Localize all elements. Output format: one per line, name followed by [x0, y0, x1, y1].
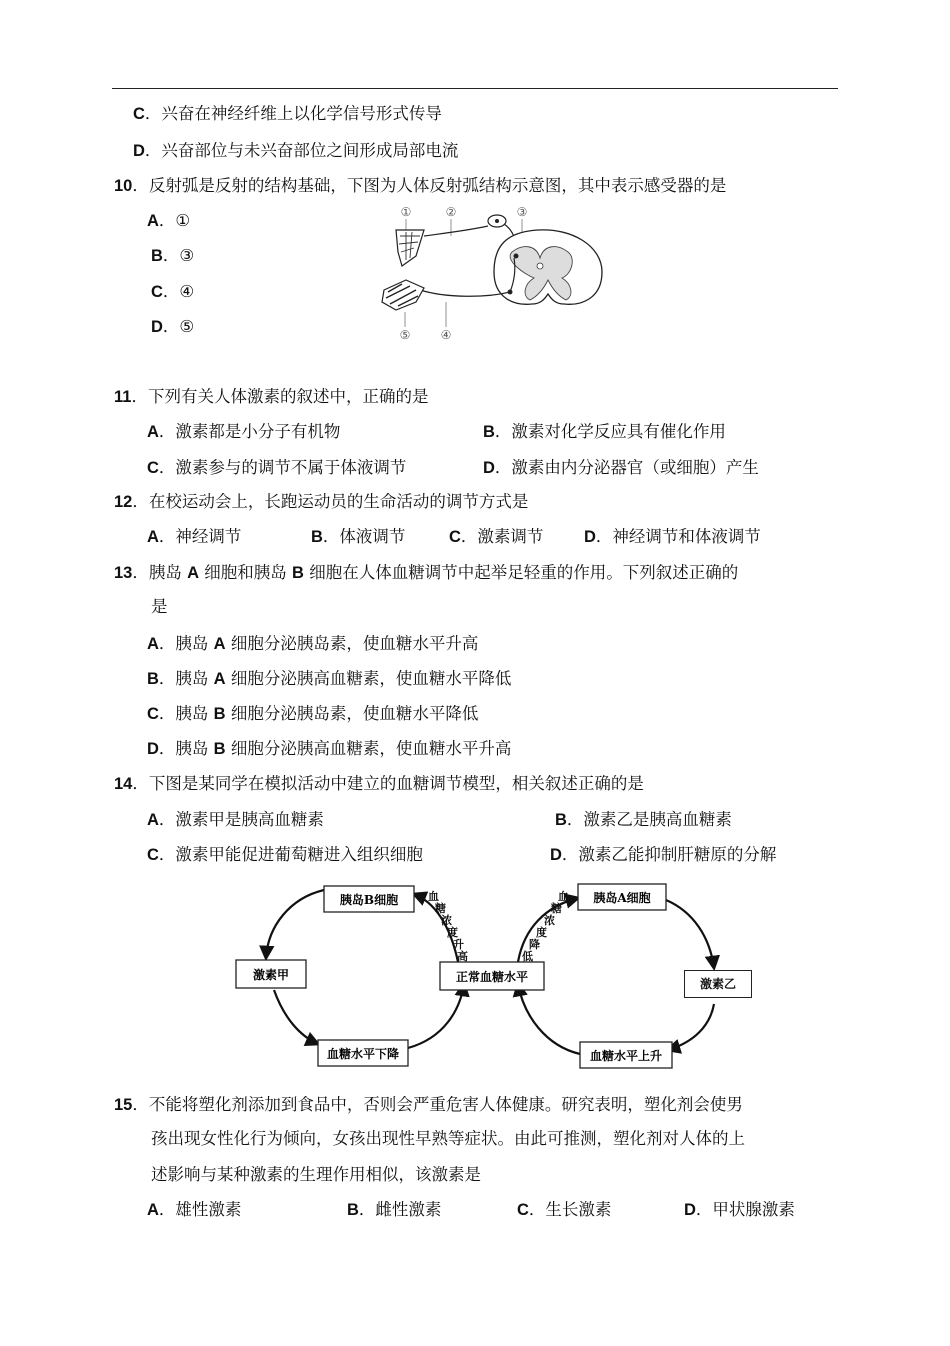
svg-text:血: 血 — [558, 890, 569, 903]
fig-label-5: ⑤ — [399, 328, 411, 342]
q12-option-c[interactable]: C．激素调节 — [449, 527, 544, 546]
q12-option-b[interactable]: B．体液调节 — [311, 527, 406, 546]
q11-option-c[interactable]: C．激素参与的调节不属于体液调节 — [147, 458, 407, 477]
q15-option-b[interactable]: B．雌性激素 — [347, 1200, 442, 1219]
q15-option-c[interactable]: C．生长激素 — [517, 1200, 612, 1219]
label-concentration-fall — [522, 889, 569, 963]
box-blood-sugar-down — [318, 1040, 408, 1066]
svg-text:胰岛A细胞: 胰岛A细胞 — [593, 891, 651, 905]
fig-label-3: ③ — [516, 205, 528, 219]
box-islet-b-cell — [324, 886, 414, 912]
fig-label-1: ① — [400, 205, 412, 219]
effector-muscle-shape — [382, 280, 424, 310]
svg-text:高: 高 — [457, 950, 468, 963]
arrow-bcell-to-jia — [266, 890, 324, 958]
q10-option-c[interactable]: C．④ — [151, 282, 195, 301]
svg-text:胰岛B细胞: 胰岛B细胞 — [339, 893, 399, 907]
svg-text:浓: 浓 — [544, 914, 555, 927]
arrow-up-to-normal — [518, 984, 580, 1054]
q13-stem: 13．胰岛 A 细胞和胰岛 B 细胞在人体血糖调节中起举足轻重的作用。下列叙述正确的 — [114, 563, 739, 582]
svg-text:血糖水平上升: 血糖水平上升 — [589, 1049, 663, 1063]
box-islet-a-cell — [578, 884, 666, 910]
box-blood-sugar-up — [580, 1042, 672, 1068]
svg-text:降: 降 — [529, 938, 540, 951]
q14-option-c[interactable]: C．激素甲能促进葡萄糖进入组织细胞 — [147, 845, 423, 864]
q15-option-d[interactable]: D．甲状腺激素 — [684, 1200, 795, 1219]
q10-option-b[interactable]: B．③ — [151, 246, 195, 265]
q11-option-a[interactable]: A．激素都是小分子有机物 — [147, 422, 341, 441]
q11-option-d[interactable]: D．激素由内分泌器官（或细胞）产生 — [483, 458, 759, 477]
fig-label-4: ④ — [440, 328, 452, 342]
svg-text:激素甲: 激素甲 — [252, 968, 290, 982]
svg-text:糖: 糖 — [551, 902, 562, 915]
fig-label-2: ② — [445, 205, 457, 219]
q12-option-d[interactable]: D．神经调节和体液调节 — [584, 527, 761, 546]
q14-option-a[interactable]: A．激素甲是胰高血糖素 — [147, 810, 324, 829]
svg-text:血: 血 — [428, 890, 439, 903]
q11-stem: 11．下列有关人体激素的叙述中，正确的是 — [114, 387, 429, 406]
q13-stem-line2: 是 — [151, 597, 168, 616]
svg-text:升: 升 — [453, 938, 464, 951]
q15-stem-line3: 述影响与某种激素的生理作用相似，该激素是 — [151, 1165, 481, 1184]
svg-text:低: 低 — [522, 950, 533, 963]
header-rule — [112, 88, 838, 89]
q13-option-c[interactable]: C．胰岛 B 细胞分泌胰岛素，使血糖水平降低 — [147, 704, 479, 723]
receptor-skin-shape — [396, 230, 424, 266]
q11-option-b[interactable]: B．激素对化学反应具有催化作用 — [483, 422, 726, 441]
q14-option-b[interactable]: B．激素乙是胰高血糖素 — [555, 810, 732, 829]
box-hormone-yi-label: 激素乙 — [684, 970, 752, 998]
q10-option-d[interactable]: D．⑤ — [151, 317, 195, 336]
arrow-jia-to-down — [274, 990, 318, 1044]
svg-text:血糖水平下降: 血糖水平下降 — [326, 1047, 400, 1061]
q14-option-d[interactable]: D．激素乙能抑制肝糖原的分解 — [550, 845, 777, 864]
q15-stem-line2: 孩出现女性化行为倾向，女孩出现性早熟等症状。由此可推测，塑化剂对人体的上 — [151, 1129, 745, 1148]
reflex-arc-figure — [376, 200, 604, 346]
svg-text:正常血糖水平: 正常血糖水平 — [455, 970, 529, 984]
box-hormone-jia — [236, 960, 306, 988]
q13-option-b[interactable]: B．胰岛 A 细胞分泌胰高血糖素，使血糖水平降低 — [147, 669, 512, 688]
q13-option-d[interactable]: D．胰岛 B 细胞分泌胰高血糖素，使血糖水平升高 — [147, 739, 512, 758]
spinal-cord-shape — [494, 230, 602, 304]
q15-option-a[interactable]: A．雄性激素 — [147, 1200, 242, 1219]
q10-stem: 10．反射弧是反射的结构基础，下图为人体反射弧结构示意图，其中表示感受器的是 — [114, 176, 727, 195]
q9-option-d[interactable]: D．兴奋部位与未兴奋部位之间形成局部电流 — [133, 141, 459, 160]
q14-stem: 14．下图是某同学在模拟活动中建立的血糖调节模型，相关叙述正确的是 — [114, 774, 644, 793]
q15-stem-line1: 15．不能将塑化剂添加到食品中，否则会严重危害人体健康。研究表明，塑化剂会使男 — [114, 1095, 743, 1114]
svg-text:浓: 浓 — [441, 914, 452, 927]
q10-option-a[interactable]: A．① — [147, 211, 191, 230]
q12-option-a[interactable]: A．神经调节 — [147, 527, 242, 546]
q9-option-c[interactable]: C．兴奋在神经纤维上以化学信号形式传导 — [133, 104, 442, 123]
arrow-acell-to-yi — [666, 900, 714, 968]
svg-text:度: 度 — [536, 926, 547, 939]
arrow-down-to-normal — [408, 984, 464, 1048]
svg-text:度: 度 — [447, 926, 458, 939]
q12-stem: 12．在校运动会上，长跑运动员的生命活动的调节方式是 — [114, 492, 529, 511]
label-concentration-rise — [428, 889, 468, 963]
blood-sugar-model-diagram — [228, 876, 728, 1072]
svg-text:糖: 糖 — [435, 902, 446, 915]
q13-option-a[interactable]: A．胰岛 A 细胞分泌胰岛素，使血糖水平升高 — [147, 634, 479, 653]
box-normal-blood-sugar — [440, 962, 544, 990]
arrow-yi-to-up — [668, 1004, 714, 1050]
